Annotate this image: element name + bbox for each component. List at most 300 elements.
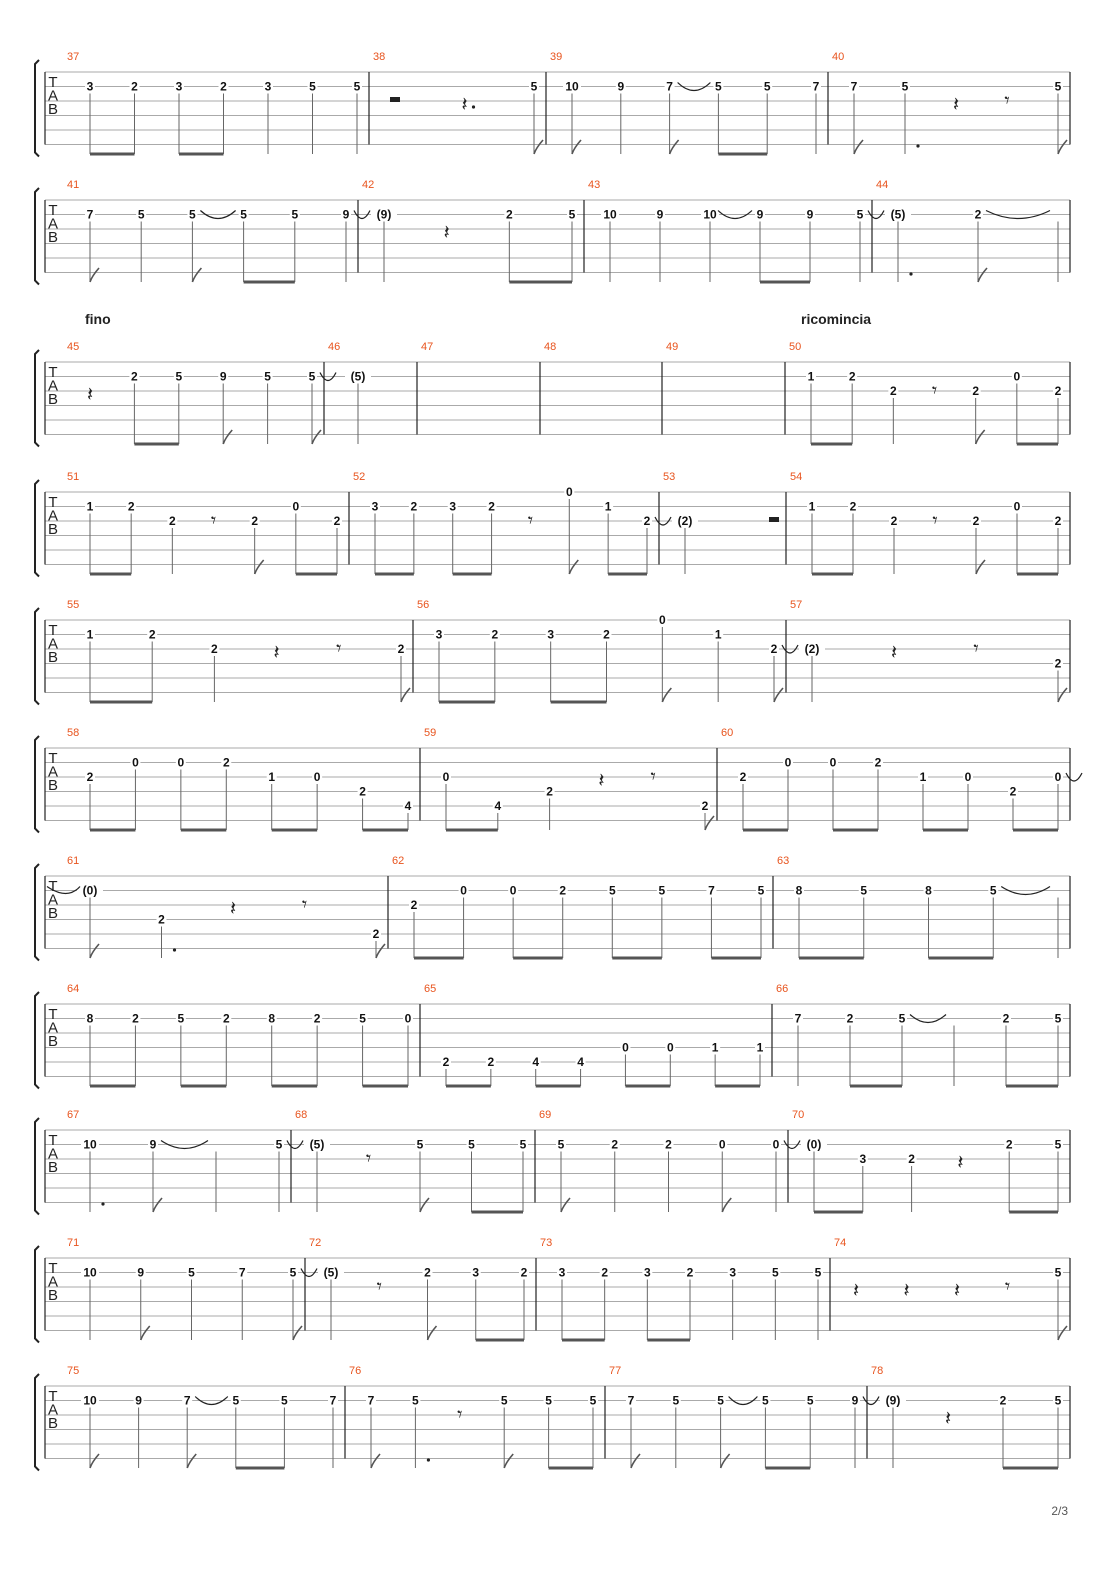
dot — [472, 105, 475, 108]
measure-number: 63 — [777, 855, 790, 867]
dot — [916, 144, 919, 147]
fret-number: 2 — [333, 514, 341, 528]
eighth-flag — [670, 140, 679, 154]
tab-clef-letter: A — [47, 763, 59, 781]
quarter-rest: 𝄽 — [86, 382, 94, 406]
fret-number: 3 — [371, 499, 379, 514]
fret-number: 8 — [268, 1011, 276, 1026]
tab-clef-letter: T — [48, 74, 58, 91]
system-bracket — [35, 864, 39, 961]
eighth-flag — [401, 688, 410, 702]
fret-number: 1 — [86, 499, 94, 514]
system-bracket — [35, 1246, 39, 1343]
fret-number: 0 — [1013, 369, 1021, 384]
fret-number: 5 — [672, 1393, 680, 1408]
fret-number: 2 — [168, 514, 176, 528]
system-bracket — [35, 736, 39, 833]
fret-number: 7 — [666, 79, 673, 94]
fret-number: 7 — [708, 883, 715, 898]
fret-number: 5 — [308, 369, 316, 384]
quarter-rest: 𝄽 — [952, 92, 960, 116]
fret-number: 1 — [86, 627, 94, 642]
eighth-rest: 𝄾 — [301, 892, 308, 916]
fret-number: 5 — [589, 1393, 597, 1408]
fret-number: 5 — [545, 1393, 552, 1408]
fret-number: 0 — [442, 770, 450, 784]
fret-number: 2 — [222, 1011, 230, 1026]
fret-number: 5 — [359, 1011, 366, 1026]
tab-clef-letter: A — [47, 507, 59, 525]
tab-system — [35, 599, 1070, 705]
eighth-flag — [705, 816, 714, 830]
fret-number: 2 — [1002, 1011, 1010, 1026]
fret-number: 5 — [189, 207, 196, 222]
eighth-rest: 𝄾 — [365, 1146, 372, 1170]
fret-number: 3 — [264, 79, 272, 94]
fret-number: 9 — [851, 1393, 859, 1408]
fret-number: 1 — [808, 499, 816, 514]
fret-number: 2 — [972, 384, 980, 398]
eighth-flag — [572, 140, 581, 154]
eighth-flag — [504, 1454, 513, 1468]
fret-number: 10 — [83, 1137, 97, 1152]
fret-number: 2 — [701, 799, 709, 813]
section-text: fino — [85, 311, 111, 327]
eighth-flag — [420, 1198, 429, 1212]
fret-number: 5 — [658, 883, 666, 898]
fret-number: (2) — [804, 642, 820, 656]
measure-number: 73 — [540, 1237, 553, 1249]
tab-clef-letter: T — [48, 878, 58, 895]
fret-number: (0) — [82, 883, 98, 898]
tab-system — [35, 51, 1070, 157]
tab-clef-letter: A — [47, 215, 59, 233]
half-rest — [769, 517, 779, 522]
measure-number: 39 — [550, 51, 563, 63]
eighth-flag — [255, 560, 264, 574]
fret-number: 2 — [603, 627, 610, 642]
fret-number: (9) — [885, 1393, 901, 1408]
fret-number: 2 — [131, 79, 138, 94]
measure-number: 72 — [309, 1237, 322, 1249]
eighth-rest: 𝄾 — [931, 378, 938, 402]
fret-number: 9 — [219, 369, 227, 384]
eighth-flag — [721, 1454, 730, 1468]
fret-number: 1 — [268, 770, 276, 784]
tab-system — [35, 1237, 1070, 1343]
fret-number: 5 — [264, 369, 271, 384]
fret-number: 3 — [449, 499, 457, 514]
fret-number: 0 — [772, 1137, 780, 1152]
fret-number: 9 — [149, 1137, 157, 1152]
fret-number: 2 — [397, 642, 405, 656]
fret-number: 3 — [729, 1265, 737, 1280]
fret-number: (5) — [323, 1265, 339, 1280]
fret-number: 7 — [183, 1393, 191, 1408]
fret-number: 2 — [999, 1393, 1007, 1408]
fret-number: 3 — [86, 79, 94, 94]
fret-number: 5 — [806, 1393, 814, 1408]
fret-number: (9) — [376, 207, 392, 222]
eighth-rest: 𝄾 — [973, 636, 979, 660]
tab-clef-letter: B — [47, 101, 59, 118]
eighth-flag — [631, 1454, 640, 1468]
fret-number: 2 — [251, 514, 259, 528]
system-bracket — [35, 608, 39, 705]
tab-clef-letter: T — [48, 1132, 58, 1149]
measure-number: 56 — [417, 599, 430, 611]
fret-number: 7 — [627, 1393, 635, 1408]
fret-number: 3 — [558, 1265, 566, 1280]
fret-number: 2 — [1054, 656, 1062, 671]
fret-number: 9 — [806, 207, 814, 222]
fret-number: 5 — [519, 1137, 527, 1152]
measure-number: 60 — [721, 727, 734, 739]
measure-number: 40 — [832, 51, 845, 63]
tab-system — [35, 341, 1070, 447]
quarter-rest: 𝄽 — [443, 220, 450, 244]
fret-number: 7 — [238, 1265, 246, 1280]
fret-number: 2 — [889, 384, 897, 398]
eighth-flag — [141, 1326, 150, 1340]
fret-number: 2 — [846, 1011, 854, 1026]
tab-system — [35, 471, 1070, 577]
fret-number: 5 — [717, 1393, 724, 1408]
fret-number: 7 — [794, 1011, 802, 1026]
fret-number: 5 — [416, 1137, 424, 1152]
fret-number: 10 — [83, 1393, 97, 1408]
fret-number: 5 — [568, 207, 576, 222]
dot — [101, 1202, 104, 1205]
fret-number: 9 — [342, 207, 350, 222]
fret-number: 5 — [500, 1393, 508, 1408]
tab-clef-letter: T — [48, 622, 58, 639]
measure-number: 38 — [373, 51, 386, 63]
measure-number: 55 — [67, 599, 80, 611]
measure-number: 58 — [67, 727, 80, 739]
measure-number: 59 — [424, 727, 437, 739]
eighth-flag — [854, 140, 863, 154]
fret-number: 9 — [656, 207, 664, 222]
fret-number: 2 — [442, 1055, 450, 1069]
fret-number: 0 — [292, 499, 300, 514]
fret-number: 2 — [1054, 384, 1062, 398]
system-bracket — [35, 992, 39, 1089]
eighth-flag — [561, 1198, 570, 1212]
fret-number: 2 — [890, 514, 898, 528]
measure-number: 67 — [67, 1109, 80, 1121]
fret-number: 5 — [1054, 1137, 1062, 1152]
measure-number: 53 — [663, 471, 676, 483]
fret-number: 2 — [559, 883, 567, 898]
measure-number: 47 — [421, 341, 434, 353]
fret-number: 8 — [795, 883, 803, 898]
system-bracket — [35, 350, 39, 447]
fret-number: 5 — [715, 79, 722, 94]
fret-number: (0) — [806, 1137, 822, 1152]
fret-number: 5 — [757, 883, 765, 898]
measure-number: 45 — [67, 341, 80, 353]
fret-number: 7 — [329, 1393, 337, 1408]
eighth-flag — [976, 560, 985, 574]
fret-number: 0 — [784, 755, 792, 770]
eighth-flag — [293, 1326, 302, 1340]
fret-number: 2 — [908, 1152, 915, 1166]
fret-number: 4 — [532, 1055, 540, 1069]
eighth-rest: 𝄾 — [376, 1274, 382, 1298]
quarter-rest: 𝄽 — [598, 768, 605, 792]
measure-number: 71 — [67, 1237, 80, 1249]
eighth-rest: 𝄾 — [1004, 1274, 1011, 1298]
fret-number: 0 — [666, 1040, 674, 1055]
system-bracket — [35, 60, 39, 157]
fret-number: 3 — [859, 1152, 867, 1166]
eighth-flag — [90, 268, 99, 282]
fret-number: 3 — [435, 627, 443, 642]
fret-number: 2 — [127, 499, 135, 514]
fret-number: 1 — [807, 369, 815, 384]
eighth-flag — [534, 140, 543, 154]
quarter-rest: 𝄽 — [903, 1278, 910, 1302]
fret-number: 2 — [86, 770, 94, 784]
measure-number: 46 — [328, 341, 341, 353]
fret-number: 3 — [472, 1265, 480, 1280]
eighth-flag — [978, 268, 987, 282]
quarter-rest: 𝄽 — [957, 1150, 964, 1174]
fret-number: 5 — [281, 1393, 288, 1408]
measure-number: 69 — [539, 1109, 552, 1121]
fret-number: 5 — [856, 207, 864, 222]
fret-number: 5 — [291, 207, 299, 222]
dot — [909, 272, 912, 275]
fret-number: 7 — [850, 79, 858, 94]
measure-number: 41 — [67, 179, 80, 191]
fret-number: 2 — [874, 755, 882, 770]
fret-number: 5 — [989, 883, 997, 898]
tab-clef-letter: A — [47, 87, 59, 105]
fret-number: 2 — [359, 784, 366, 799]
measure-number: 44 — [876, 179, 889, 191]
fret-number: 4 — [494, 799, 502, 813]
tab-system — [35, 1109, 1070, 1215]
eighth-rest: 𝄾 — [1004, 88, 1010, 112]
fret-number: 5 — [468, 1137, 475, 1152]
quarter-rest: 𝄽 — [461, 92, 468, 116]
tab-clef-letter: B — [47, 391, 59, 408]
eighth-rest: 𝄾 — [457, 1402, 463, 1426]
fret-number: 5 — [557, 1137, 565, 1152]
tab-clef-letter: B — [47, 1287, 59, 1304]
fret-number: 5 — [901, 79, 909, 94]
tab-clef-letter: T — [48, 1388, 58, 1405]
eighth-rest: 𝄾 — [210, 508, 217, 532]
fret-number: 5 — [353, 79, 361, 94]
eighth-flag — [1058, 1326, 1067, 1340]
fret-number: 5 — [771, 1265, 779, 1280]
fret-number: 0 — [622, 1040, 629, 1055]
eighth-rest: 𝄾 — [932, 508, 938, 532]
quarter-rest: 𝄽 — [273, 640, 280, 664]
fret-number: 10 — [703, 207, 717, 222]
fret-number: 5 — [412, 1393, 419, 1408]
fret-number: (5) — [890, 207, 906, 222]
fret-number: 5 — [898, 1011, 906, 1026]
fret-number: 2 — [132, 1011, 139, 1026]
tab-clef-letter: B — [47, 229, 59, 246]
fret-number: 2 — [1009, 784, 1017, 799]
fret-number: 5 — [763, 79, 771, 94]
fret-number: 8 — [925, 883, 932, 898]
dot — [427, 1458, 430, 1461]
tab-system — [35, 855, 1070, 961]
fret-number: 2 — [1054, 514, 1062, 528]
eighth-rest: 𝄾 — [650, 764, 656, 788]
tab-clef-letter: B — [47, 1415, 59, 1432]
measure-number: 48 — [544, 341, 557, 353]
fret-number: 2 — [770, 642, 778, 656]
fret-number: 2 — [505, 207, 513, 222]
fret-number: 5 — [275, 1137, 283, 1152]
tab-clef-letter: A — [47, 1401, 59, 1419]
eighth-flag — [976, 430, 985, 444]
tab-system — [35, 727, 1082, 833]
measure-number: 57 — [790, 599, 803, 611]
fret-number: 7 — [367, 1393, 375, 1408]
fret-number: (5) — [350, 369, 366, 384]
fret-number: 0 — [658, 613, 666, 627]
tab-clef-letter: T — [48, 1006, 58, 1023]
measure-number: 74 — [834, 1237, 847, 1249]
fret-number: 7 — [86, 207, 94, 222]
fret-number: 2 — [158, 912, 165, 927]
tab-system — [35, 983, 1070, 1089]
fret-number: 10 — [83, 1265, 97, 1280]
tab-system — [35, 1365, 1070, 1471]
fret-number: 9 — [135, 1393, 142, 1408]
measure-number: 65 — [424, 983, 437, 995]
fret-number: (2) — [677, 514, 693, 528]
fret-number: 5 — [860, 883, 868, 898]
fret-number: 5 — [1054, 1011, 1062, 1026]
eighth-flag — [774, 688, 783, 702]
measure-number: 68 — [295, 1109, 308, 1121]
measure-number: 49 — [666, 341, 679, 353]
eighth-flag — [90, 1454, 99, 1468]
fret-number: 5 — [137, 207, 145, 222]
fret-number: 2 — [488, 499, 495, 514]
eighth-flag — [722, 1198, 731, 1212]
fret-number: 0 — [177, 755, 185, 770]
measure-number: 43 — [588, 179, 601, 191]
tab-clef-letter: T — [48, 494, 58, 511]
fret-number: 2 — [611, 1137, 619, 1152]
fret-number: 5 — [530, 79, 538, 94]
fret-number: 5 — [762, 1393, 769, 1408]
eighth-flag — [223, 430, 232, 444]
tab-clef-letter: B — [47, 521, 59, 538]
measure-number: 51 — [67, 471, 80, 483]
measure-number: 70 — [792, 1109, 805, 1121]
eighth-flag — [371, 1454, 380, 1468]
quarter-rest: 𝄽 — [944, 1406, 952, 1430]
eighth-rest: 𝄾 — [527, 508, 534, 532]
fret-number: 2 — [220, 79, 227, 94]
fret-number: 1 — [711, 1040, 719, 1055]
half-rest — [390, 97, 400, 102]
measure-number: 75 — [67, 1365, 80, 1377]
tab-clef-letter: T — [48, 750, 58, 767]
fret-number: 2 — [222, 755, 230, 770]
measure-number: 66 — [776, 983, 789, 995]
fret-number: 2 — [665, 1137, 672, 1152]
fret-number: 2 — [520, 1265, 528, 1280]
fret-number: 2 — [424, 1265, 431, 1280]
fret-number: 3 — [643, 1265, 651, 1280]
tie — [1066, 773, 1082, 781]
fret-number: 2 — [974, 207, 982, 222]
eighth-flag — [1058, 688, 1067, 702]
fret-number: 9 — [617, 79, 625, 94]
fret-number: 5 — [1054, 79, 1062, 94]
fret-number: 5 — [1054, 1265, 1062, 1280]
fret-number: 5 — [232, 1393, 240, 1408]
fret-number: 5 — [240, 207, 247, 222]
quarter-rest: 𝄽 — [229, 896, 237, 920]
fret-number: 3 — [175, 79, 183, 94]
fret-number: 0 — [1013, 499, 1021, 514]
fret-number: 0 — [509, 883, 517, 898]
fret-number: (5) — [309, 1137, 325, 1152]
fret-number: 2 — [410, 898, 418, 912]
fret-number: 0 — [404, 1011, 412, 1026]
fret-number: 1 — [756, 1040, 764, 1055]
fret-number: 0 — [829, 755, 837, 770]
system-bracket — [35, 1118, 39, 1215]
tab-clef-letter: A — [47, 1145, 59, 1163]
fret-number: 1 — [604, 499, 612, 514]
fret-number: 0 — [132, 755, 139, 770]
fret-number: 2 — [643, 514, 651, 528]
measure-number: 78 — [871, 1365, 884, 1377]
measure-number: 76 — [349, 1365, 362, 1377]
fret-number: 2 — [686, 1265, 694, 1280]
fret-number: 0 — [460, 883, 467, 898]
fret-number: 2 — [211, 642, 218, 656]
measure-number: 50 — [789, 341, 802, 353]
fret-number: 2 — [491, 627, 499, 642]
fret-number: 2 — [972, 514, 980, 528]
fret-number: 2 — [739, 770, 747, 784]
system-bracket — [35, 1374, 39, 1471]
tab-clef-letter: T — [48, 202, 58, 219]
quarter-rest: 𝄽 — [890, 640, 898, 664]
fret-number: 0 — [964, 770, 972, 784]
fret-number: 5 — [175, 369, 183, 384]
tab-clef-letter: A — [47, 377, 59, 395]
fret-number: 7 — [812, 79, 820, 94]
tab-clef-letter: A — [47, 1273, 59, 1291]
tab-clef-letter: B — [47, 1033, 59, 1050]
tab-clef-letter: T — [48, 1260, 58, 1277]
section-text: ricomincia — [801, 311, 872, 327]
fret-number: 1 — [714, 627, 722, 642]
measure-number: 54 — [790, 471, 803, 483]
fret-number: 2 — [372, 927, 380, 941]
measure-number: 77 — [609, 1365, 622, 1377]
tab-system — [35, 179, 1070, 285]
fret-number: 5 — [1054, 1393, 1062, 1408]
tab-clef-letter: B — [47, 1159, 59, 1176]
